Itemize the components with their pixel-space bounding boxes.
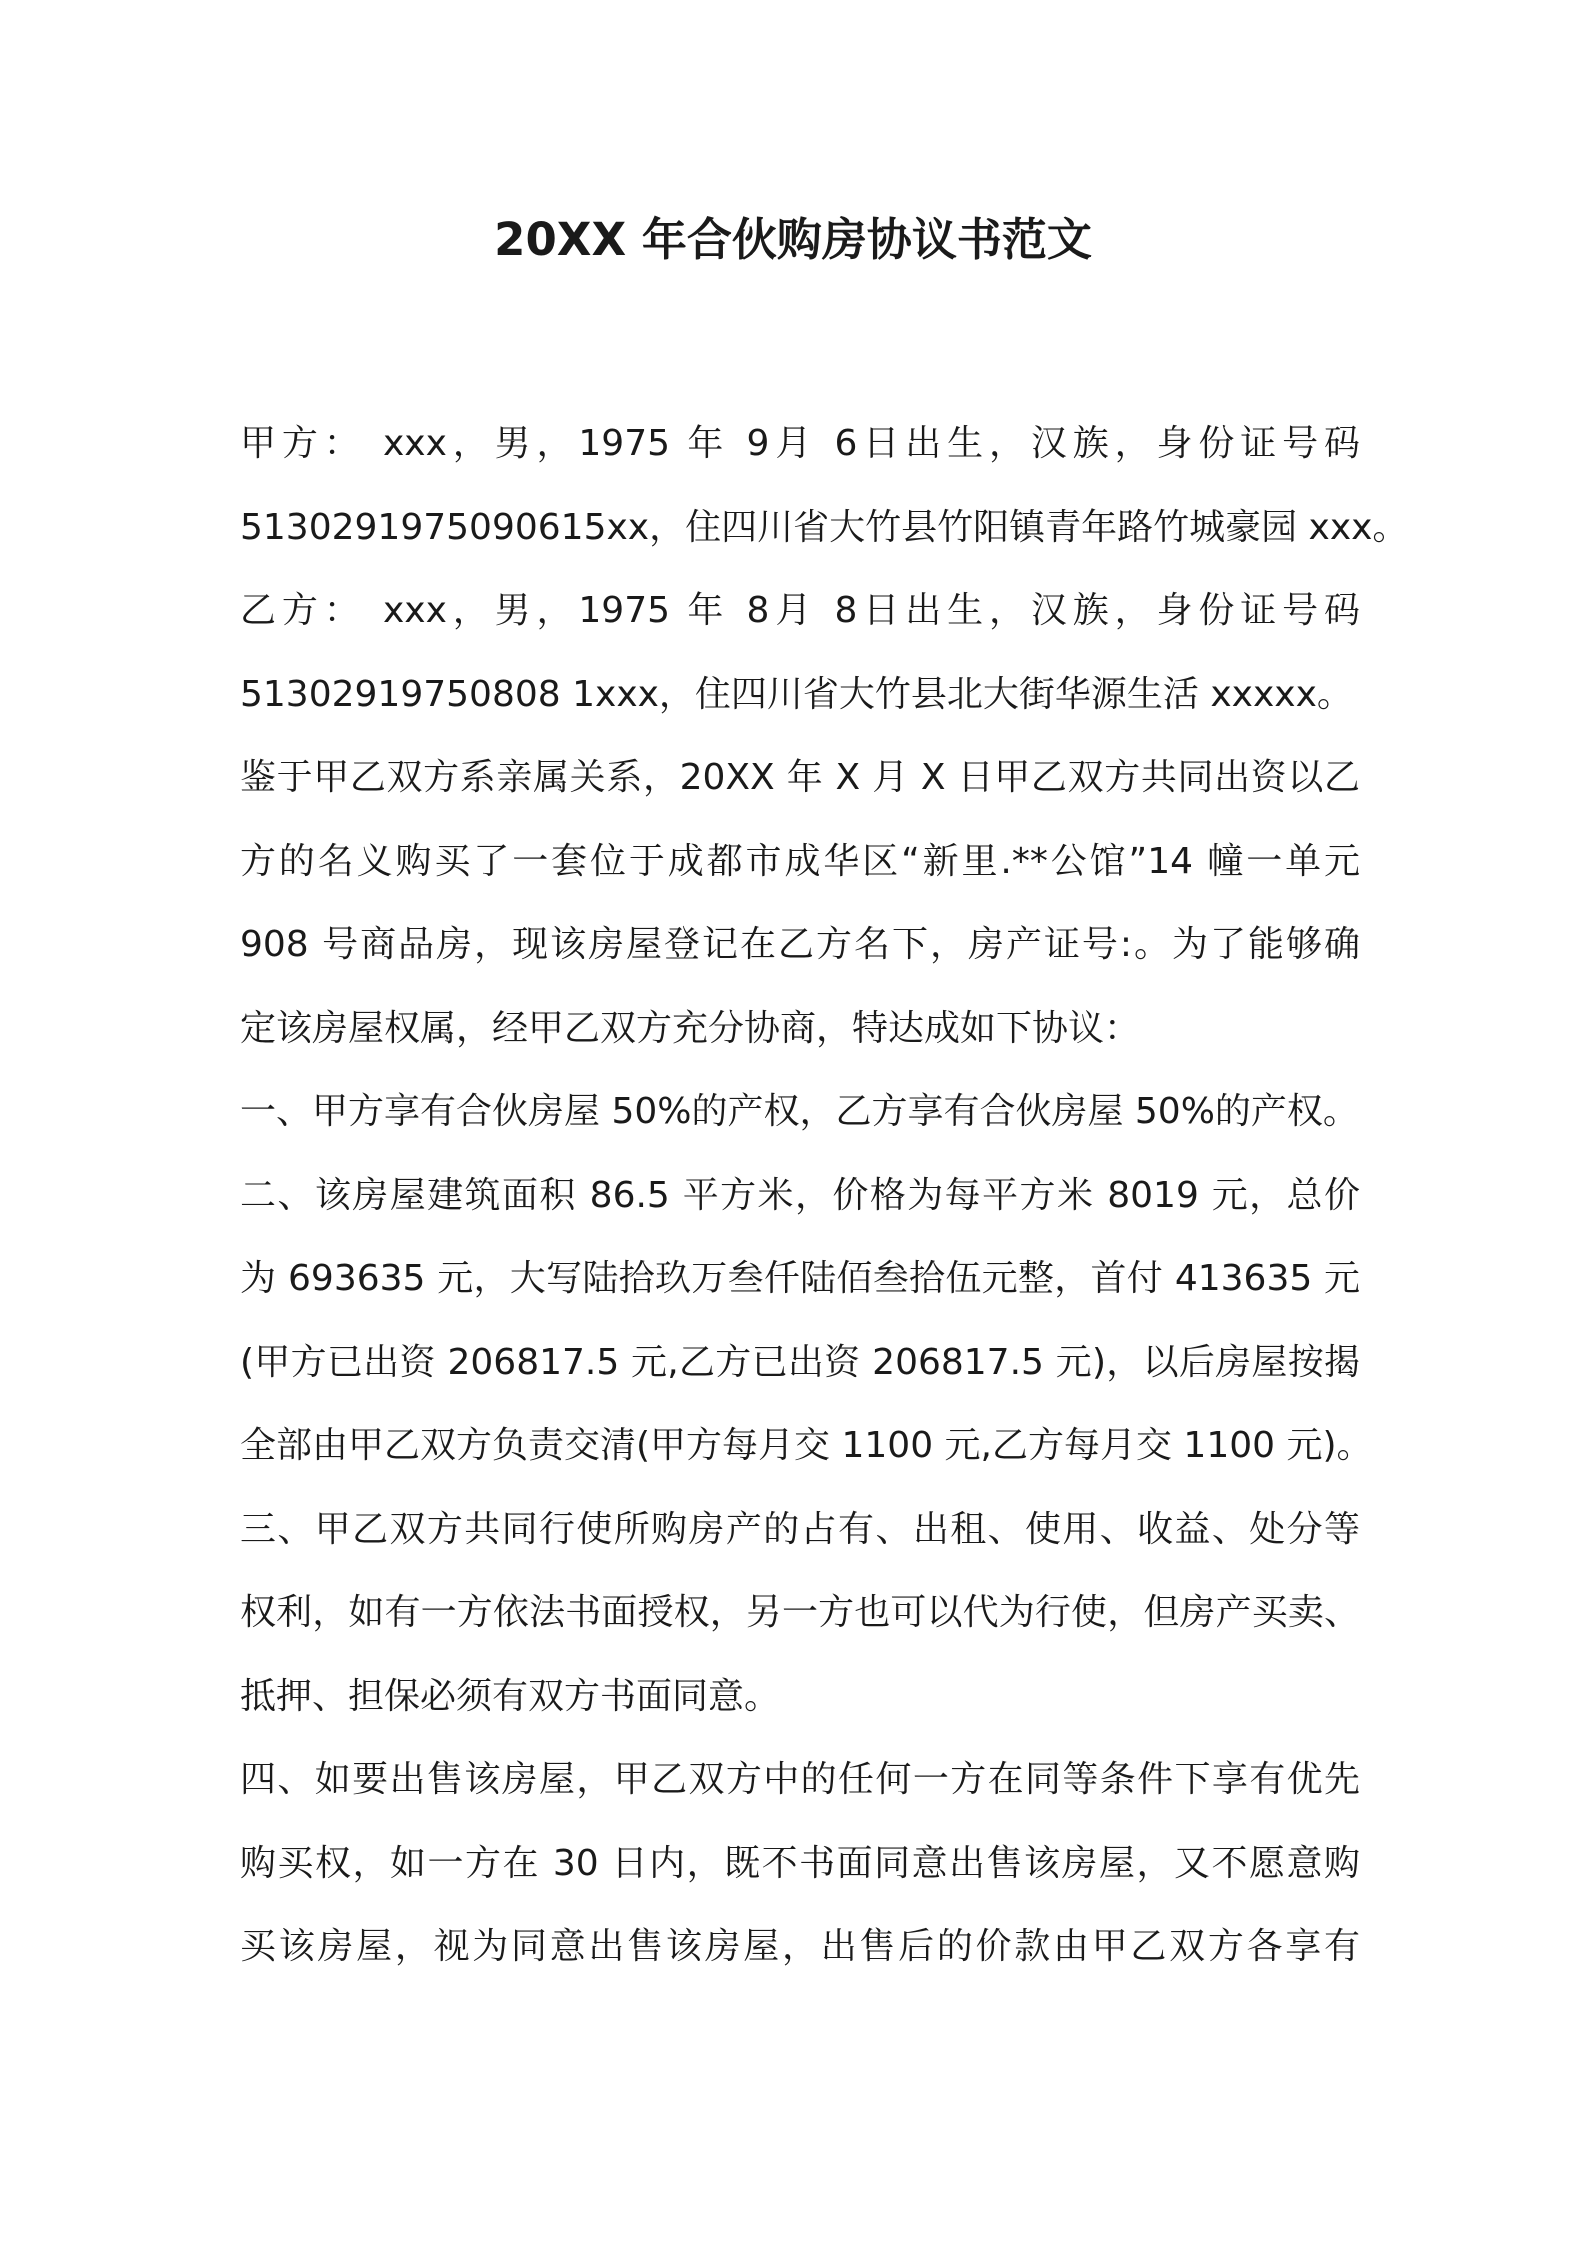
clause-2-line-4: 全部由甲乙双方负责交清(甲方每月交 1100 元,乙方每月交 1100 元)。 <box>240 1425 1373 1466</box>
preamble-line-2: 方的名义购买了一套位于成都市成华区“新里.**公馆”14 幢一单元 <box>240 840 1360 882</box>
party-a-line-2: 5130291975090615xx，住四川省大竹县竹阳镇青年路竹城豪园 xxx。 <box>240 506 1409 548</box>
party-a-line-1: 甲方： xxx，男，1975 年 9月 6日出生，汉族，身份证号码 <box>240 423 1360 464</box>
clause-3-line-2: 权利，如有一方依法书面授权，另一方也可以代为行使，但房产买卖、 <box>240 1592 1360 1633</box>
clause-3-line-3: 抵押、担保必须有双方书面同意。 <box>240 1675 781 1717</box>
clause-1-line-1: 一、甲方享有合伙房屋 50%的产权，乙方享有合伙房屋 50%的产权。 <box>240 1091 1359 1132</box>
clause-2-line-1: 二、该房屋建筑面积 86.5 平方米，价格为每平方米 8019 元，总价 <box>240 1174 1360 1216</box>
clause-2-line-3: (甲方已出资 206817.5 元,乙方已出资 206817.5 元)，以后房屋按揭 <box>240 1341 1360 1383</box>
preamble-line-4: 定该房屋权属，经甲乙双方充分协商，特达成如下协议： <box>240 1007 1141 1049</box>
preamble-line-3: 908 号商品房，现该房屋登记在乙方名下，房产证号:。为了能够确 <box>240 924 1360 965</box>
document-title: 20XX 年合伙购房协议书范文 <box>494 213 1092 266</box>
party-b-line-2: 51302919750808 1xxx，住四川省大竹县北大街华源生活 xxxxx。 <box>240 673 1353 715</box>
party-b-line-1: 乙方： xxx，男，1975 年 8月 8日出生，汉族，身份证号码 <box>240 590 1360 631</box>
clause-4-line-3: 买该房屋，视为同意出售该房屋，出售后的价款由甲乙双方各享有 <box>240 1926 1360 1967</box>
clause-4-line-2: 购买权，如一方在 30 日内，既不书面同意出售该房屋，又不愿意购 <box>240 1842 1360 1884</box>
clause-4-line-1: 四、如要出售该房屋，甲乙双方中的任何一方在同等条件下享有优先 <box>240 1759 1360 1800</box>
preamble-line-1: 鉴于甲乙双方系亲属关系，20XX 年 X 月 X 日甲乙双方共同出资以乙 <box>240 757 1360 798</box>
clause-2-line-2: 为 693635 元，大写陆拾玖万叁仟陆佰叁拾伍元整，首付 413635 元 <box>240 1258 1360 1299</box>
clause-3-line-1: 三、甲乙双方共同行使所购房产的占有、出租、使用、收益、处分等 <box>240 1508 1360 1550</box>
document-body <box>240 402 1409 1989</box>
